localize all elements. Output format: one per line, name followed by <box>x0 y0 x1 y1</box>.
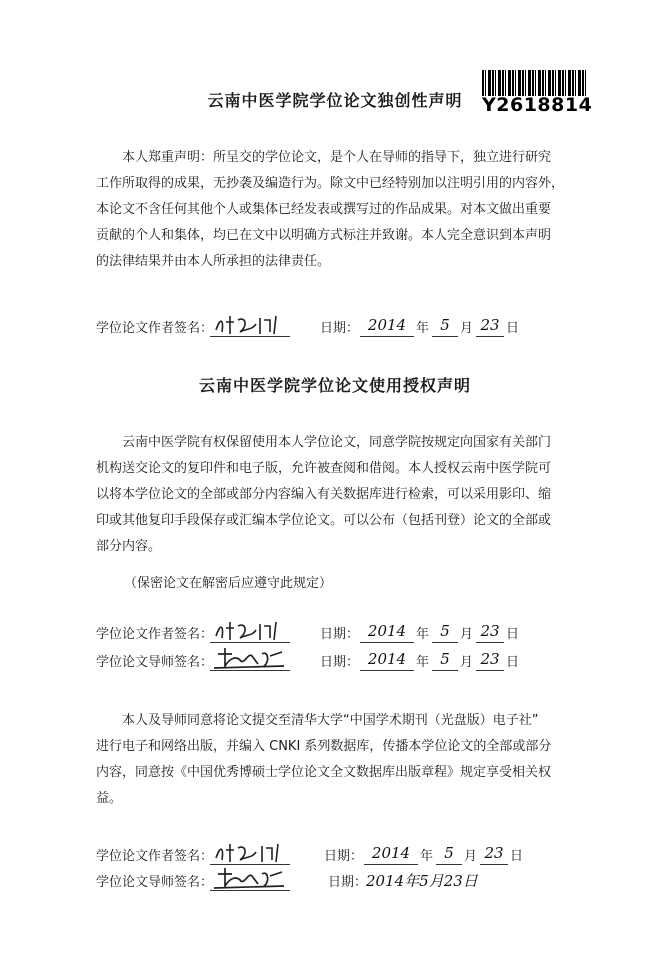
publishing-supervisor-row <box>96 868 566 892</box>
authorization-line: 印或其他复印手段保存或汇编本学位论文。可以公布（包括刊登）论文的全部或 <box>96 513 552 528</box>
originality-line: 贡献的个人和集体，均已在文中以明确方式标注并致谢。本人完全意识到本声明 <box>96 228 552 243</box>
year-unit: 年 <box>416 321 430 336</box>
publishing-author-row <box>96 842 566 866</box>
day-unit: 日 <box>510 849 524 864</box>
signature-scribble <box>212 646 288 670</box>
date-label: 日期： <box>320 321 360 336</box>
date-month: 5 <box>436 840 462 865</box>
authorization-supervisor-row <box>96 648 566 672</box>
publishing-line: 益。 <box>96 791 123 806</box>
authorization-line: 以将本学位论文的全部或部分内容编入有关数据库进行检索，可以采用影印、缩 <box>96 487 552 502</box>
originality-line: 本论文不含任何其他个人或集体已经发表或撰写过的作品成果。对本文做出重要 <box>96 202 552 217</box>
date-day: 23 <box>476 618 504 643</box>
originality-title: 云南中医学院学位论文独创性声明 <box>207 91 463 110</box>
date-year: 2014 <box>360 618 414 643</box>
authorization-line: 云南中医学院有权保留使用本人学位论文，同意学院按规定向国家有关部门 <box>122 435 552 450</box>
date-day: 23 <box>476 312 504 337</box>
authorization-author-row <box>96 620 566 644</box>
month-unit: 月 <box>464 849 478 864</box>
day-unit: 日 <box>506 627 520 642</box>
author-signature <box>210 618 290 643</box>
supervisor-signature <box>210 866 290 891</box>
month-unit: 月 <box>460 655 474 670</box>
originality-line: 本人郑重声明：所呈交的学位论文，是个人在导师的指导下，独立进行研究 <box>122 150 552 165</box>
date-year: 2014 <box>360 646 414 671</box>
authorization-paragraph <box>96 430 580 560</box>
day-unit: 日 <box>506 321 520 336</box>
signature-scribble <box>212 840 288 864</box>
date-label: 日期： <box>328 875 368 890</box>
originality-signature-row <box>96 314 566 338</box>
year-unit: 年 <box>416 655 430 670</box>
day-unit: 日 <box>506 655 520 670</box>
date-year: 2014 <box>360 312 414 337</box>
publishing-line: 进行电子和网络出版，并编入 CNKI 系列数据库，传播本学位论文的全部或部分 <box>96 739 552 754</box>
date-month: 5 <box>432 312 458 337</box>
supervisor-signature-label: 学位论文导师签名： <box>96 875 214 890</box>
publishing-line: 本人及导师同意将论文提交至清华大学“中国学术期刊（光盘版）电子社” <box>122 713 539 728</box>
author-signature-label: 学位论文作者签名： <box>96 627 214 642</box>
confidential-note: （保密论文在解密后应遵守此规定） <box>124 576 333 591</box>
year-unit: 年 <box>420 849 434 864</box>
month-unit: 月 <box>460 321 474 336</box>
year-unit: 年 <box>416 627 430 642</box>
date-day: 23 <box>480 840 508 865</box>
supervisor-signature-label: 学位论文导师签名： <box>96 655 214 670</box>
date-year: 2014 <box>364 840 418 865</box>
date-label: 日期： <box>324 849 364 864</box>
date-month: 5 <box>432 618 458 643</box>
date-label: 日期： <box>320 627 360 642</box>
date-month: 5 <box>432 646 458 671</box>
authorization-line: 机构送交论文的复印件和电子版，允许被查阅和借阅。本人授权云南中医学院可 <box>96 461 552 476</box>
publishing-paragraph <box>96 708 580 812</box>
publishing-line: 内容，同意按《中国优秀博硕士学位论文全文数据库出版章程》规定享受相关权 <box>96 765 552 780</box>
author-signature <box>210 312 290 337</box>
barcode-number: Y2618814 <box>482 94 593 116</box>
signature-scribble <box>212 866 288 890</box>
signature-scribble <box>212 618 288 642</box>
authorization-line: 部分内容。 <box>96 539 162 554</box>
date-label: 日期： <box>320 655 360 670</box>
supervisor-signature <box>210 646 290 671</box>
originality-line: 的法律结果并由本人所承担的法律责任。 <box>96 254 331 269</box>
supervisor-handwritten-date: 2014年5月23日 <box>366 872 478 890</box>
month-unit: 月 <box>460 627 474 642</box>
signature-scribble <box>212 312 288 336</box>
author-signature <box>210 840 290 865</box>
date-day: 23 <box>476 646 504 671</box>
author-signature-label: 学位论文作者签名： <box>96 849 214 864</box>
authorization-title: 云南中医学院学位论文使用授权声明 <box>198 376 471 395</box>
originality-paragraph <box>96 145 580 275</box>
originality-line: 工作所取得的成果，无抄袭及编造行为。除文中已经特别加以注明引用的内容外， <box>96 176 565 191</box>
author-signature-label: 学位论文作者签名： <box>96 321 214 336</box>
